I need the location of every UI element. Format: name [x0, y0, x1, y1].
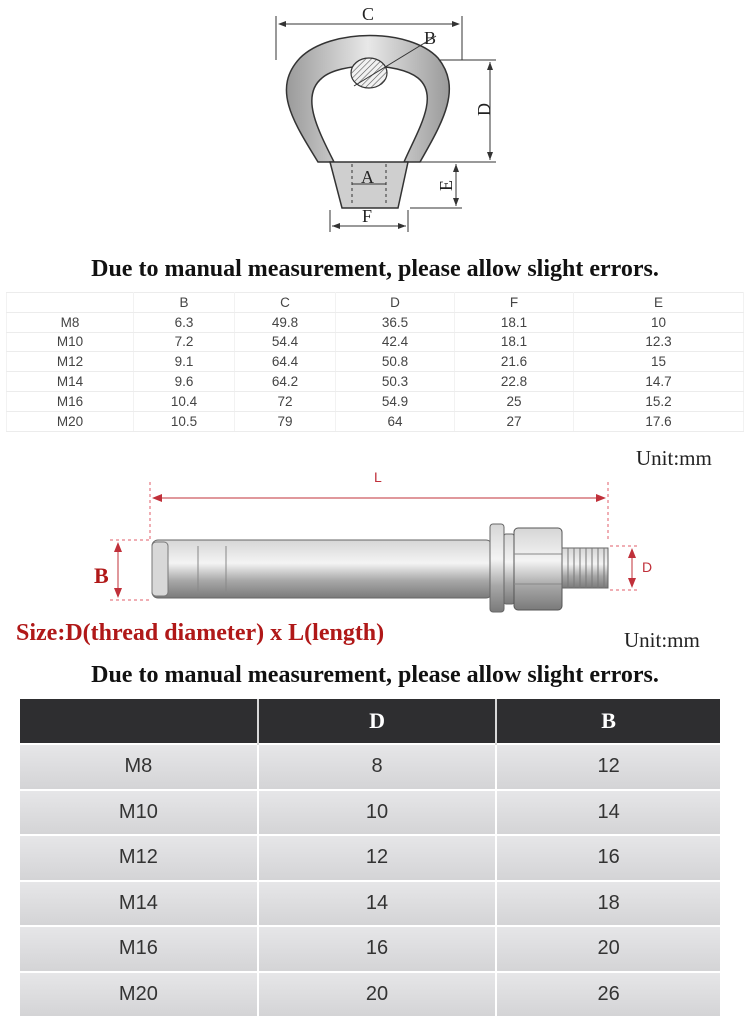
table-cell: 10.4	[134, 391, 235, 411]
eye-ring	[286, 36, 449, 163]
table-cell: B	[134, 293, 235, 313]
table-cell: 21.6	[455, 352, 574, 372]
table-row	[20, 926, 720, 972]
table-cell: 50.8	[336, 352, 455, 372]
table-cell: M14	[20, 881, 258, 927]
table-cell: 20	[258, 972, 497, 1016]
table-cell: 72	[235, 391, 336, 411]
eye-nut-size-table	[6, 292, 744, 432]
label-d: D	[474, 103, 494, 116]
table-cell: 16	[258, 926, 497, 972]
bolt-size-table	[20, 699, 720, 1016]
table-cell: 16	[496, 835, 720, 881]
bolt-sleeve	[152, 540, 492, 598]
table-cell: M10	[20, 790, 258, 836]
table-cell: 18.1	[455, 312, 574, 332]
label-l: L	[374, 469, 382, 485]
size-note: Size:D(thread diameter) x L(length)	[16, 620, 384, 647]
ring-section	[351, 58, 387, 88]
bolt-nut	[514, 528, 562, 610]
table-cell: 7.2	[134, 332, 235, 352]
unit-label-2: Unit:mm	[624, 628, 700, 653]
table-cell: 8	[258, 744, 497, 790]
label-f: F	[362, 206, 372, 226]
table-cell: 36.5	[336, 312, 455, 332]
table-cell: F	[455, 293, 574, 313]
table-row	[7, 372, 744, 392]
table-cell: 12	[258, 835, 497, 881]
table-row	[7, 391, 744, 411]
table-cell: 54.4	[235, 332, 336, 352]
label-b: B	[424, 28, 436, 48]
table-cell: 22.8	[455, 372, 574, 392]
table-cell: 50.3	[336, 372, 455, 392]
table-row	[7, 411, 744, 431]
table-cell: 64.2	[235, 372, 336, 392]
table-2-header-d: D	[258, 699, 497, 744]
table-cell: 15.2	[574, 391, 744, 411]
table-cell: 9.1	[134, 352, 235, 372]
table-row	[7, 312, 744, 332]
bolt-thread	[562, 548, 608, 588]
table-cell: M8	[20, 744, 258, 790]
table-row	[20, 744, 720, 790]
table-cell: 27	[455, 411, 574, 431]
table-cell: M20	[20, 972, 258, 1016]
table-cell: E	[574, 293, 744, 313]
unit-label-1: Unit:mm	[636, 446, 712, 471]
table-cell: 17.6	[574, 411, 744, 431]
notice-heading-2: Due to manual measurement, please allow slight errors.	[0, 662, 750, 689]
table-row	[20, 835, 720, 881]
table-cell: C	[235, 293, 336, 313]
table-cell: 14	[496, 790, 720, 836]
bolt-washer	[490, 524, 504, 612]
table-row	[20, 972, 720, 1016]
label-c: C	[362, 4, 374, 24]
table-cell: 64.4	[235, 352, 336, 372]
table-cell: D	[336, 293, 455, 313]
table-cell: 6.3	[134, 312, 235, 332]
table-cell	[7, 293, 134, 313]
label-b-bolt: B	[94, 563, 109, 588]
table-cell: M16	[20, 926, 258, 972]
table-cell: 10.5	[134, 411, 235, 431]
label-a: A	[361, 167, 374, 187]
table-cell: 14	[258, 881, 497, 927]
table-row	[7, 352, 744, 372]
table-cell: M10	[7, 332, 134, 352]
table-cell: 12	[496, 744, 720, 790]
table-row	[7, 293, 744, 313]
eye-nut-diagram	[0, 0, 750, 240]
table-cell: 18	[496, 881, 720, 927]
table-cell: 10	[574, 312, 744, 332]
table-cell: M12	[7, 352, 134, 372]
table-cell: 64	[336, 411, 455, 431]
table-cell: 49.8	[235, 312, 336, 332]
table-row	[20, 790, 720, 836]
table-cell: M20	[7, 411, 134, 431]
label-d-bolt: D	[642, 559, 652, 575]
table-cell: 15	[574, 352, 744, 372]
table-cell: M8	[7, 312, 134, 332]
table-cell: 9.6	[134, 372, 235, 392]
table-2-header-0	[20, 699, 258, 744]
table-2-header-b: B	[496, 699, 720, 744]
table-cell: 14.7	[574, 372, 744, 392]
table-cell: M12	[20, 835, 258, 881]
table-row	[7, 332, 744, 352]
table-cell: M16	[7, 391, 134, 411]
table-cell: 20	[496, 926, 720, 972]
table-cell: 54.9	[336, 391, 455, 411]
table-cell: 18.1	[455, 332, 574, 352]
table-cell: 79	[235, 411, 336, 431]
table-cell: 12.3	[574, 332, 744, 352]
expansion-bolt-diagram	[0, 460, 750, 620]
table-cell: M14	[7, 372, 134, 392]
table-cell: 26	[496, 972, 720, 1016]
notice-heading-1: Due to manual measurement, please allow slight errors.	[0, 256, 750, 283]
label-e: E	[436, 180, 456, 191]
table-row	[20, 881, 720, 927]
table-cell: 10	[258, 790, 497, 836]
table-cell: 42.4	[336, 332, 455, 352]
table-cell: 25	[455, 391, 574, 411]
